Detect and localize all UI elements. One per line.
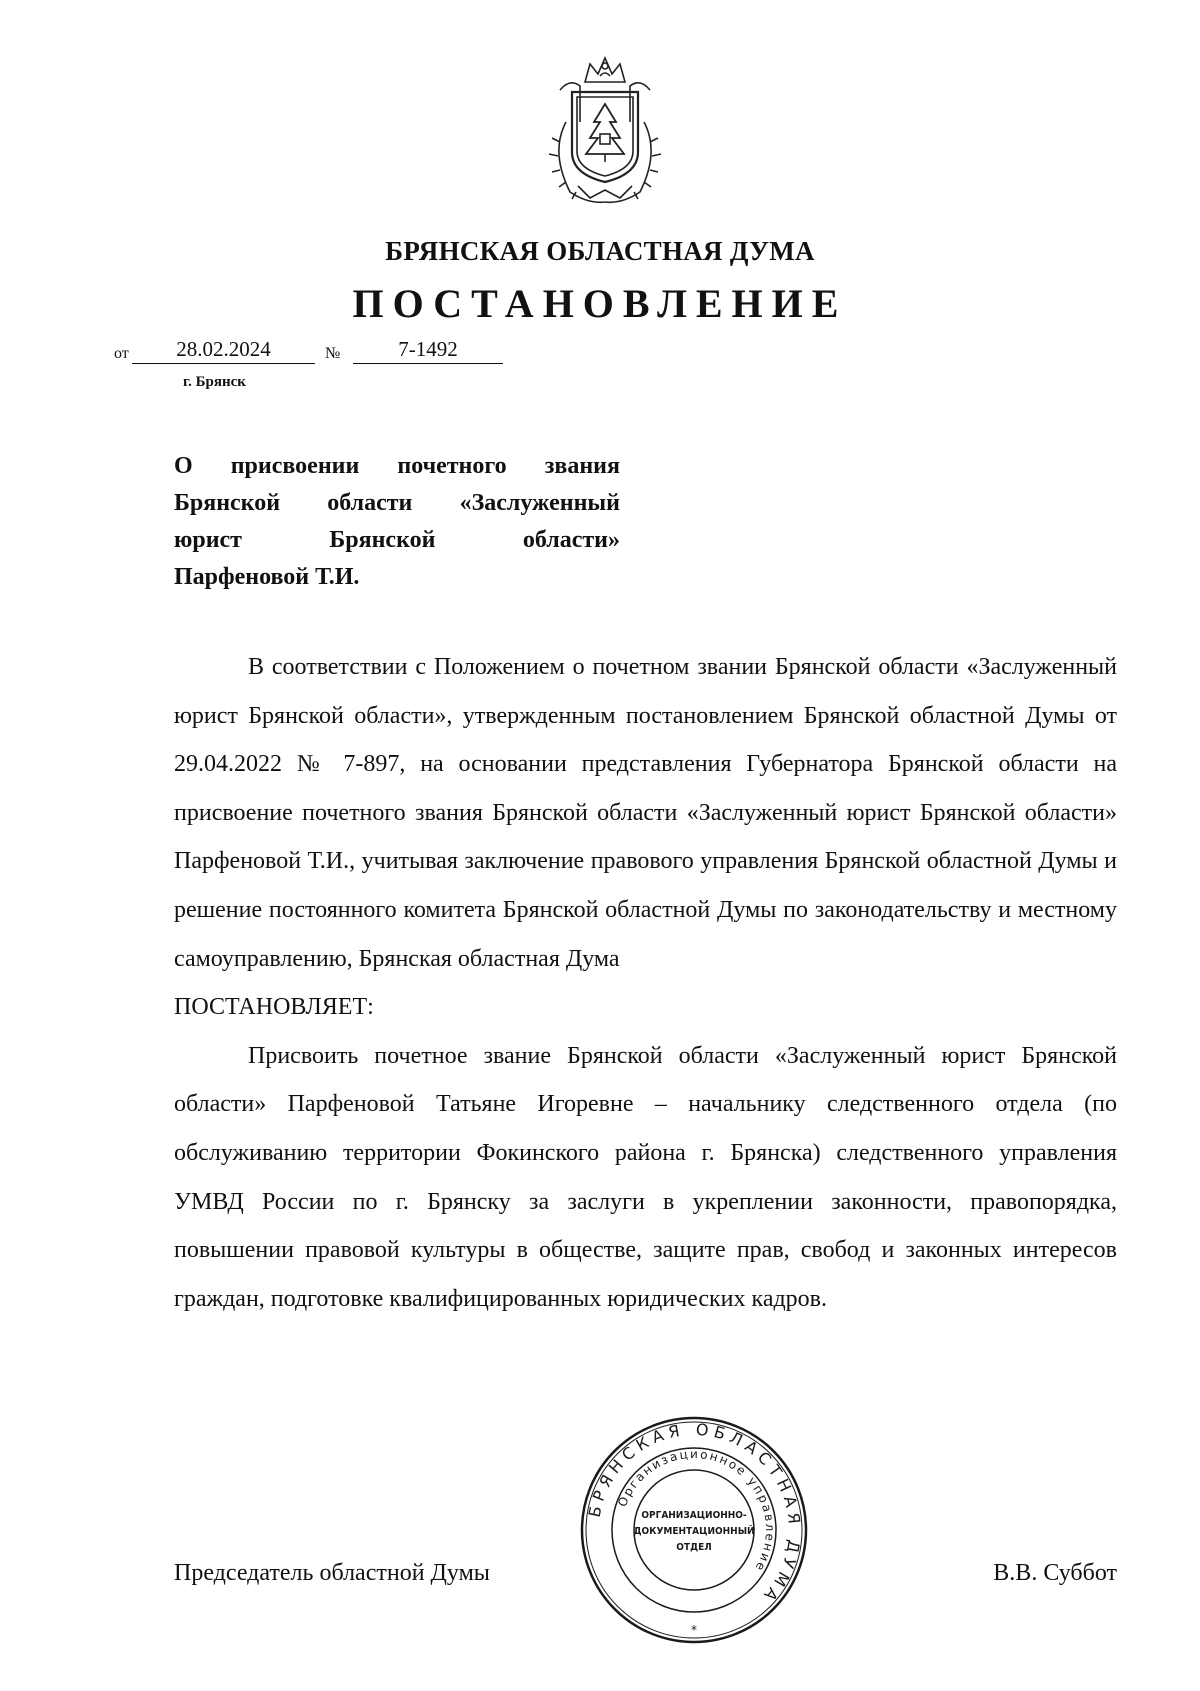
number-label: № bbox=[325, 345, 341, 362]
seal-center-line: ОТДЕЛ bbox=[676, 1542, 712, 1553]
document-date: 28.02.2024 bbox=[132, 337, 315, 364]
document-title bbox=[174, 448, 620, 596]
title-line: Парфеновой Т.И. bbox=[174, 564, 360, 590]
seal-outer-text: БРЯНСКАЯ ОБЛАСТНАЯ ДУМА bbox=[584, 1419, 805, 1609]
signatory-name: В.В. Суббот bbox=[993, 1560, 1117, 1586]
seal-center-line: ОРГАНИЗАЦИОННО- bbox=[641, 1510, 747, 1521]
title-line: Брянской области «Заслуженный bbox=[174, 490, 620, 516]
official-seal-stamp bbox=[576, 1412, 812, 1648]
decision-paragraph: Присвоить почетное звание Брянской области «Заслуженный юрист Брянской области» Парфеновой Татьяне Игоревне – начальнику следственного отдела (по обслуживанию территории Фокинского района г. Брянска) следственного управления УМВД России по г. Брянску за заслуги в укреплении законности, правопорядка, повышении правовой культуры в обществе, защите прав, свобод и законных интересов граждан, подготовке квалифицированных юридических кадров. bbox=[174, 1042, 1117, 1312]
title-line: О присвоении почетного звания bbox=[174, 453, 620, 479]
document-number: 7-1492 bbox=[353, 337, 503, 364]
document-type-heading: ПОСТАНОВЛЕНИЕ bbox=[352, 281, 848, 326]
seal-star-icon: * bbox=[691, 1623, 697, 1637]
signatory-position: Председатель областной Думы bbox=[174, 1560, 490, 1586]
coat-of-arms-icon bbox=[530, 52, 680, 210]
resolves-heading: ПОСТАНОВЛЯЕТ: bbox=[174, 994, 374, 1021]
title-line: юрист Брянской области» bbox=[174, 527, 620, 553]
document-body bbox=[174, 643, 1117, 1323]
organization-name: БРЯНСКАЯ ОБЛАСТНАЯ ДУМА bbox=[385, 236, 815, 266]
city-label: г. Брянск bbox=[183, 374, 246, 390]
date-label: от bbox=[114, 345, 129, 362]
seal-inner-ring-text: Организационное управление bbox=[615, 1446, 778, 1575]
seal-center-line: ДОКУМЕНТАЦИОННЫЙ bbox=[633, 1526, 755, 1537]
preamble-paragraph: В соответствии с Положением о почетном звании Брянской области «Заслуженный юрист Брянской области», утвержденным постановлением Брянской областной Думы от 29.04.2022 № 7-897, на основании представления Губернатора Брянской области на присвоение почетного звания Брянской области «Заслуженный юрист Брянской области» Парфеновой Т.И., учитывая заключение правового управления Брянской областной Думы и решение постоянного комитета Брянской областной Думы по законодательству и местному самоуправлению, Брянская областная Дума bbox=[174, 654, 1117, 972]
